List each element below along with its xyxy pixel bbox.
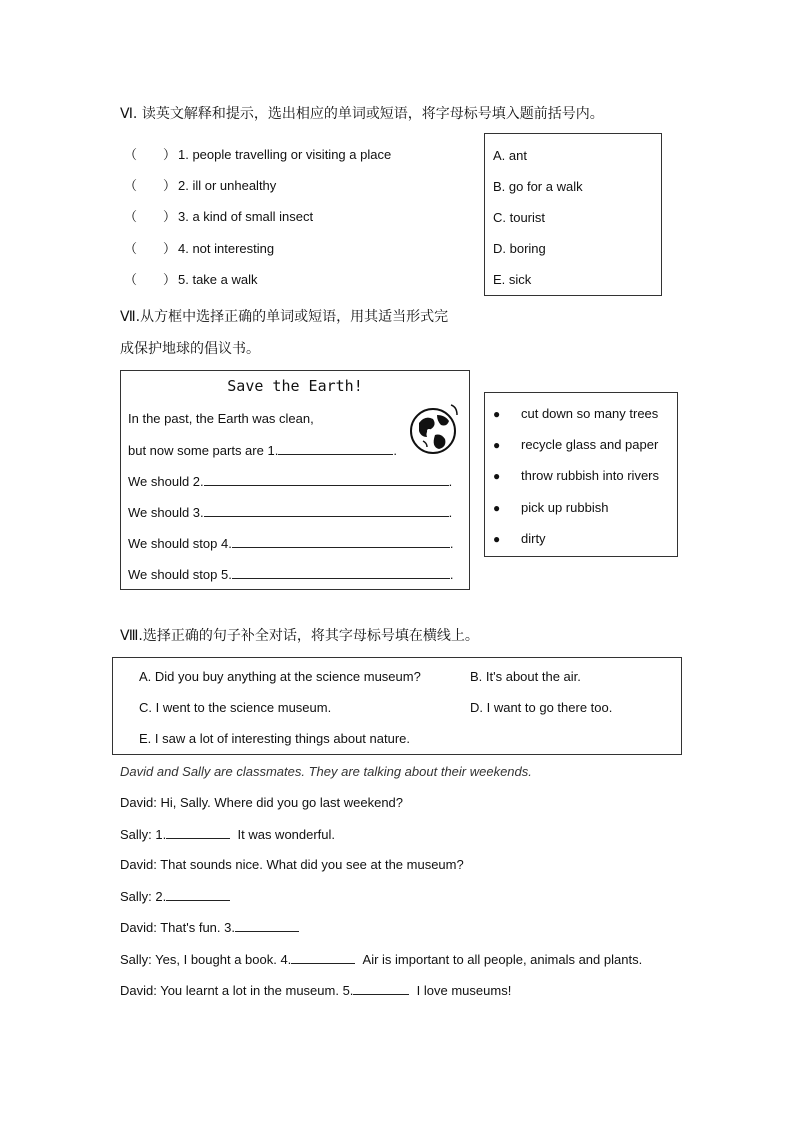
question-row xyxy=(124,206,313,225)
section-8-title: Ⅷ.选择正确的句子补全对话，将其字母标号填在横线上。 xyxy=(120,628,479,644)
section-7-title-line1: Ⅶ.从方框中选择正确的单词或短语，用其适当形式完 xyxy=(120,309,449,325)
word-option: ● throw rubbish into rivers xyxy=(493,468,659,483)
blank-4[interactable] xyxy=(232,535,450,548)
save-earth-letter-box xyxy=(120,370,470,590)
option-d: D. boring xyxy=(493,241,546,256)
dialogue-line-6: Sally: Yes, I bought a book. 4. Air is important to all people, animals and plants. xyxy=(120,952,643,967)
question-text: 2. ill or unhealthy xyxy=(178,178,277,193)
word-option: ● pick up rubbish xyxy=(493,500,609,515)
dialogue-intro: David and Sally are classmates. They are talking about their weekends. xyxy=(120,764,532,779)
bullet-icon: ● xyxy=(493,407,501,421)
letter-line-1: In the past, the Earth was clean, xyxy=(128,411,314,426)
bullet-icon: ● xyxy=(493,438,501,452)
dialogue-line-5: David: That's fun. 3. xyxy=(120,919,299,935)
dialogue-line-1: David: Hi, Sally. Where did you go last weekend? xyxy=(120,795,404,810)
answer-bracket[interactable]: （ ） xyxy=(124,209,177,224)
blank-5[interactable] xyxy=(232,566,450,579)
blank-3[interactable] xyxy=(204,504,449,517)
earth-globe-icon xyxy=(407,401,463,457)
question-text: 1. people travelling or visiting a place xyxy=(178,147,392,162)
answer-bracket[interactable]: （ ） xyxy=(124,147,177,162)
option-e: E. sick xyxy=(493,272,532,287)
blank-1[interactable] xyxy=(278,442,393,455)
dialogue-line-7: David: You learnt a lot in the museum. 5. I love museums! xyxy=(120,983,512,998)
answer-bracket[interactable]: （ ） xyxy=(124,272,177,287)
dialogue-blank-1[interactable] xyxy=(166,826,230,839)
bullet-icon: ● xyxy=(493,469,501,483)
option-c: C. tourist xyxy=(493,210,546,225)
question-text: 5. take a walk xyxy=(178,272,258,287)
section-7-title-line2: 成保护地球的倡议书。 xyxy=(120,341,260,357)
option-a: A. ant xyxy=(493,148,527,163)
dialogue-line-3: David: That sounds nice. What did you see at the museum? xyxy=(120,857,464,872)
dialogue-line-4: Sally: 2. xyxy=(120,888,230,904)
answer-bracket[interactable]: （ ） xyxy=(124,241,177,256)
section-6-options-box xyxy=(484,133,662,296)
question-row xyxy=(124,238,274,257)
section-6-title: Ⅵ. 读英文解释和提示，选出相应的单词或短语，将字母标号填入题前括号内。 xyxy=(120,106,604,122)
dialogue-blank-2[interactable] xyxy=(166,888,230,901)
letter-line-3: We should 2. . xyxy=(128,474,453,489)
word-option: ● recycle glass and paper xyxy=(493,437,659,452)
word-option: ● dirty xyxy=(493,531,546,546)
dialogue-blank-5[interactable] xyxy=(353,982,409,995)
dialogue-blank-4[interactable] xyxy=(291,951,355,964)
letter-heading: Save the Earth! xyxy=(227,377,363,395)
section-7-word-box xyxy=(484,392,678,557)
sentence-option-c: C. I went to the science museum. xyxy=(139,700,332,715)
question-row xyxy=(124,144,391,163)
blank-2[interactable] xyxy=(204,473,449,486)
answer-bracket[interactable]: （ ） xyxy=(124,178,177,193)
sentence-option-e: E. I saw a lot of interesting things about nature. xyxy=(139,731,410,746)
letter-line-2: but now some parts are 1. . xyxy=(128,443,397,458)
question-text: 4. not interesting xyxy=(178,241,275,256)
word-option: ● cut down so many trees xyxy=(493,406,659,421)
sentence-option-a: A. Did you buy anything at the science museum? xyxy=(139,669,421,684)
dialogue-blank-3[interactable] xyxy=(235,919,299,932)
letter-line-5: We should stop 4. . xyxy=(128,536,454,551)
bullet-icon: ● xyxy=(493,501,501,515)
question-row xyxy=(124,175,276,194)
question-row xyxy=(124,269,258,288)
letter-line-4: We should 3. . xyxy=(128,505,453,520)
sentence-option-b: B. It's about the air. xyxy=(470,669,581,684)
sentence-option-d: D. I want to go there too. xyxy=(470,700,613,715)
option-b: B. go for a walk xyxy=(493,179,583,194)
dialogue-line-2: Sally: 1. It was wonderful. xyxy=(120,827,336,842)
letter-line-6: We should stop 5. . xyxy=(128,567,454,582)
question-text: 3. a kind of small insect xyxy=(178,209,314,224)
section-8-options-box xyxy=(112,657,682,755)
bullet-icon: ● xyxy=(493,532,501,546)
